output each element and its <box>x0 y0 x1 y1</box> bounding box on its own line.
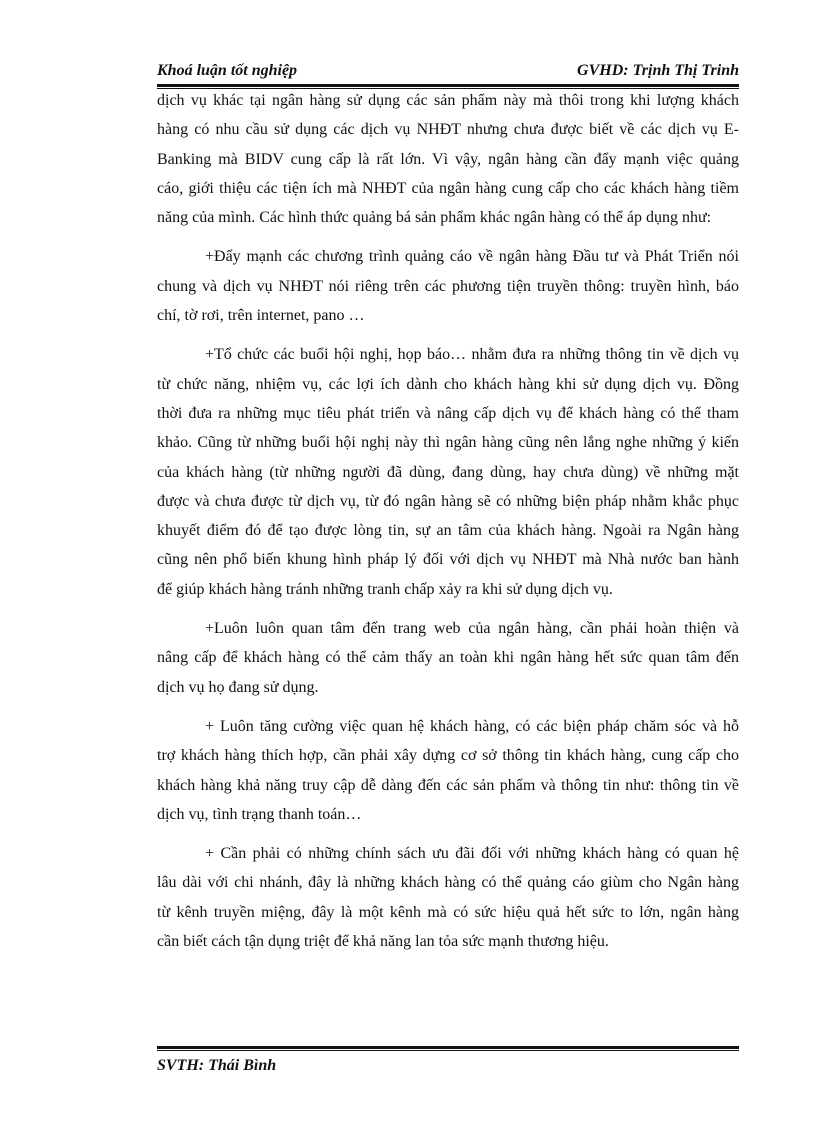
text-line: +Tổ chức các buổi hội nghị, họp báo… nhằm đưa ra những thông tin về dịch vụ <box>205 346 739 364</box>
text-line: năng của mình. Các hình thức quảng bá sản phẩm khác ngân hàng có thể áp dụng như: <box>157 209 712 227</box>
text-line: dịch vụ khác tại ngân hàng sử dụng các sản phẩm này mà thôi trong khi lượng khách <box>157 92 739 109</box>
text-line: +Đẩy mạnh các chương trình quảng cáo về ngân hàng Đầu tư và Phát Triển nói <box>205 248 739 266</box>
text-line: cũng nên phổ biến khung hình pháp lý đối với dịch vụ NHĐT mà Nhà nước ban hành <box>157 551 739 569</box>
text-line: cần biết cách tận dụng triệt để khả năng lan tỏa sức mạnh thương hiệu. <box>157 933 609 951</box>
text-line: chung và dịch vụ NHĐT nói riêng trên các phương tiện truyền thông: truyền hình, báo <box>157 277 739 295</box>
document-body <box>157 86 739 966</box>
footer-rule <box>157 1046 739 1051</box>
paragraph <box>157 242 739 330</box>
text-line: trợ khách hàng thích hợp, cần phải xây dựng cơ sở thông tin khách hàng, cung cấp cho <box>157 747 739 765</box>
text-line: cáo, giới thiệu các tiện ích mà NHĐT của ngân hàng cung cấp cho các khách hàng tiềm <box>157 179 739 197</box>
text-line: chí, tờ rơi, trên internet, pano … <box>157 307 365 325</box>
text-line: lâu dài với chi nhánh, đây là những khách hàng có thể quảng cáo giùm cho Ngân hàng <box>157 874 739 892</box>
header-advisor: GVHD: Trịnh Thị Trinh <box>577 62 739 79</box>
text-line: dịch vụ họ đang sử dụng. <box>157 678 319 696</box>
text-line: từ kênh truyền miệng, đây là một kênh mà có sức hiệu quả hết sức to lớn, ngân hàng <box>157 903 739 921</box>
paragraph <box>157 614 739 702</box>
paragraph <box>157 340 739 604</box>
paragraph <box>157 839 739 956</box>
header-title: Khoá luận tốt nghiệp <box>157 62 298 79</box>
text-line: khảo. Cũng từ những buổi hội nghị này thì ngân hàng cũng nên lắng nghe những ý kiến <box>157 434 739 452</box>
text-line: Banking mà BIDV cung cấp là rất lớn. Vì vậy, ngân hàng cần đẩy mạnh việc quảng <box>157 150 739 168</box>
text-line: + Cần phải có những chính sách ưu đãi đối với những khách hàng có quan hệ <box>205 845 739 863</box>
text-line: dịch vụ, tình trạng thanh toán… <box>157 805 362 823</box>
text-line: khách hàng khả năng truy cập dễ dàng đến các sản phẩm và thông tin như: thông tin về <box>157 776 739 794</box>
text-line: nâng cấp để khách hàng có thể cảm thấy an toàn khi ngân hàng hết sức quan tâm đến <box>157 649 739 667</box>
text-line: +Luôn luôn quan tâm đến trang web của ngân hàng, cần phải hoàn thiện và <box>205 620 739 638</box>
text-line: từ chức năng, nhiệm vụ, các lợi ích dành cho khách hàng khi sử dụng dịch vụ. Đồng <box>157 375 739 393</box>
text-line: hàng có nhu cầu sử dụng các dịch vụ NHĐT nhưng chưa được biết về các dịch vụ E- <box>157 121 739 139</box>
text-line: để giúp khách hàng tránh những tranh chấp xảy ra khi sử dụng dịch vụ. <box>157 580 613 598</box>
text-line: được và chưa được từ dịch vụ, từ đó ngân hàng sẽ có những biện pháp nhằm khắc phục <box>157 492 739 510</box>
paragraph <box>157 86 739 232</box>
text-line: của khách hàng (từ những người đã dùng, đang dùng, hay chưa dùng) về những mặt <box>157 463 739 481</box>
text-line: + Luôn tăng cường việc quan hệ khách hàng, có các biện pháp chăm sóc và hỗ <box>205 717 739 735</box>
page-header <box>157 60 739 84</box>
footer-student: SVTH: Thái Bình <box>157 1057 277 1074</box>
paragraph <box>157 712 739 829</box>
text-line: thời đưa ra những mục tiêu phát triển và nâng cấp dịch vụ để khách hàng có thể tham <box>157 404 739 422</box>
text-line: khuyết điểm đó để tạo được lòng tin, sự an tâm của khách hàng. Ngoài ra Ngân hàng <box>157 522 739 540</box>
